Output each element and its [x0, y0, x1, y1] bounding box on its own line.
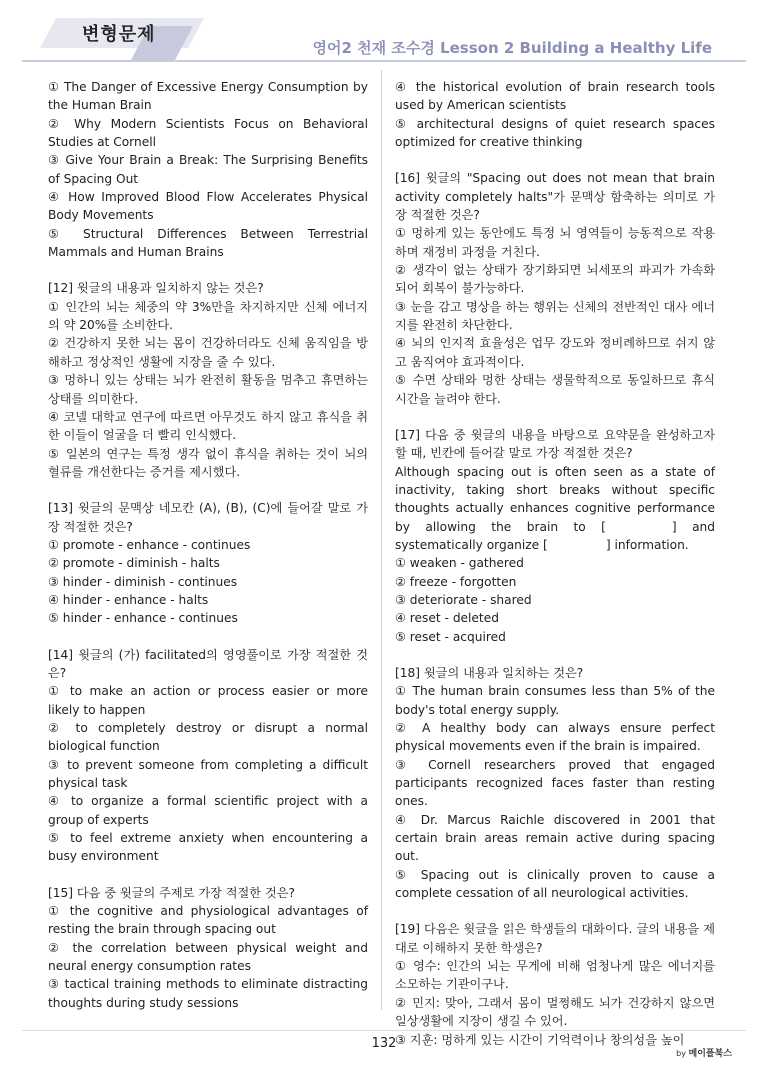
answer-option: ⑤ Structural Differences Between Terrestrial Mammals and Human Brains	[48, 226, 368, 260]
answer-option: ⑤ architectural designs of quiet research spaces optimized for creative thinking	[395, 116, 715, 150]
answer-option: ⑤ 수면 상태와 멍한 상태는 생물학적으로 동일하므로 휴식 시간을 늘려야 한다.	[395, 373, 715, 406]
answer-option: ① to make an action or process easier or more likely to happen	[48, 684, 368, 717]
answer-option: ② 건강하지 못한 뇌는 몸이 건강하더라도 신체 움직임을 방해하고 정상적인 생활에 지장을 줄 수 있다.	[48, 336, 368, 369]
answer-option: ② Why Modern Scientists Focus on Behavioral Studies at Cornell	[48, 116, 368, 150]
answer-option: ② 민지: 맞아, 그래서 몸이 멀쩡해도 뇌가 건강하지 않으면 일상생활에 지장이 생길 수 있어.	[395, 995, 715, 1029]
question-stem: [19] 다음은 윗글을 읽은 학생들의 대화이다. 글의 내용을 제대로 이해하지 못한 학생은?	[395, 922, 715, 955]
publisher-by: by	[676, 1049, 686, 1058]
answer-option: ② 생각이 없는 상태가 장기화되면 뇌세포의 파괴가 가속화되어 회복이 불가능하다.	[395, 263, 715, 296]
question-stem: [13] 윗글의 문맥상 네모칸 (A), (B), (C)에 들어갈 말로 가장 적절한 것은?	[48, 501, 368, 534]
answer-option: ④ Dr. Marcus Raichle discovered in 2001 that certain brain areas remain active during spacing out.	[395, 812, 715, 864]
answer-option: ⑤ reset - acquired	[395, 629, 506, 644]
answer-option: ③ deteriorate - shared	[395, 592, 532, 607]
answer-option: ⑤ hinder - enhance - continues	[48, 611, 238, 626]
summary-part: ] information.	[605, 537, 689, 552]
summary-text	[395, 463, 715, 555]
left-column	[48, 78, 368, 1012]
section-badge	[48, 12, 198, 58]
answer-option: ① The human brain consumes less than 5% of the body's total energy supply.	[395, 684, 715, 717]
answer-option: ④ How Improved Blood Flow Accelerates Physical Body Movements	[48, 190, 368, 223]
answer-option: ② A healthy body can always ensure perfect physical movements even if the brain is impaired.	[395, 721, 715, 754]
answer-option: ⑤ 일본의 연구는 특정 생각 없이 휴식을 취하는 것이 뇌의 혈류를 개선한다는 증거를 제시했다.	[48, 446, 368, 479]
column-divider	[381, 70, 382, 1010]
question-stem: [14] 윗글의 (가) facilitated의 영영풀이로 가장 적절한 것은?	[48, 647, 368, 680]
answer-option: ③ to prevent someone from completing a difficult physical task	[48, 757, 368, 791]
question-stem: [15] 다음 중 윗글의 주제로 가장 적절한 것은?	[48, 885, 295, 900]
question-stem: [12] 윗글의 내용과 일치하지 않는 것은?	[48, 281, 264, 296]
page-header	[0, 0, 768, 62]
answer-option: ③ 눈을 감고 명상을 하는 행위는 신체의 전반적인 대사 에너지를 완전히 차단한다.	[395, 299, 715, 333]
right-column	[395, 78, 715, 1049]
summary-part: Although spacing out is often seen as a state of inactivity, taking short breaks without specific thoughts actually enhances cognitive performance by allowing the brain to [	[395, 464, 715, 534]
badge-label: 변형문제	[82, 24, 156, 45]
answer-option: ③ Give Your Brain a Break: The Surprising Benefits of Spacing Out	[48, 153, 368, 186]
answer-option: ⑤ Spacing out is clinically proven to cause a complete cessation of all neurological activities.	[395, 867, 715, 901]
answer-option: ① The Danger of Excessive Energy Consumption by the Human Brain	[48, 80, 368, 113]
answer-option: ② freeze - forgotten	[395, 574, 517, 589]
header-rule	[22, 60, 746, 62]
publisher-name: 메이플북스	[688, 1049, 732, 1059]
answer-option: ⑤ to feel extreme anxiety when encountering a busy environment	[48, 831, 368, 864]
answer-option: ① the cognitive and physiological advantages of resting the brain through spacing out	[48, 904, 368, 937]
answer-option: ④ hinder - enhance - halts	[48, 592, 209, 607]
answer-option: ④ the historical evolution of brain research tools used by American scientists	[395, 80, 715, 113]
answer-option: ④ 코넬 대학교 연구에 따르면 아무것도 하지 않고 휴식을 취한 이들이 얼굴을 더 빨리 인식했다.	[48, 409, 368, 443]
answer-option: ② promote - diminish - halts	[48, 556, 220, 571]
answer-option: ③ tactical training methods to eliminate distracting thoughts during study sessions	[48, 977, 368, 1010]
lesson-title: 영어2 천재 조수경 Lesson 2 Building a Healthy Life	[312, 39, 712, 57]
answer-option: ③ 지훈: 멍하게 있는 시간이 기억력이나 창의성을 높이	[395, 1032, 685, 1047]
answer-option: ① weaken - gathered	[395, 556, 524, 571]
question-stem: [18] 윗글의 내용과 일치하는 것은?	[395, 665, 584, 680]
page-number: 132	[371, 1036, 397, 1051]
publisher-credit	[676, 1046, 732, 1059]
footer-rule	[22, 1030, 746, 1031]
question-stem: [17] 다음 중 윗글의 내용을 바탕으로 요약문을 완성하고자 할 때, 빈칸에 들어갈 말로 가장 적절한 것은?	[395, 427, 715, 461]
answer-option: ④ 뇌의 인지적 효율성은 업무 강도와 정비례하므로 쉬지 않고 움직여야 효과적이다.	[395, 336, 715, 369]
answer-option: ① 인간의 뇌는 체중의 약 3%만을 차지하지만 신체 에너지의 약 20%를 소비한다.	[48, 299, 368, 333]
answer-option: ② the correlation between physical weight and neural energy consumption rates	[48, 940, 368, 974]
answer-option: ③ Cornell researchers proved that engaged participants recognized faces faster than resting ones.	[395, 757, 715, 809]
answer-option: ③ 멍하니 있는 상태는 뇌가 완전히 활동을 멈추고 휴면하는 상태를 의미한다.	[48, 373, 368, 406]
answer-option: ③ hinder - diminish - continues	[48, 574, 238, 589]
answer-option: ④ to organize a formal scientific project with a group of experts	[48, 794, 368, 827]
answer-option: ① 멍하게 있는 동안에도 특정 뇌 영역들이 능동적으로 작용하며 재정비 과정을 거친다.	[395, 226, 715, 259]
answer-option: ④ reset - deleted	[395, 611, 499, 626]
summary-part: ] and systematically organize [	[395, 519, 715, 552]
answer-option: ① 영수: 인간의 뇌는 무게에 비해 엄청나게 많은 에너지를 소모하는 기관이구나.	[395, 959, 715, 992]
answer-option: ② to completely destroy or disrupt a normal biological function	[48, 721, 368, 754]
answer-option: ① promote - enhance - continues	[48, 537, 251, 552]
question-stem: [16] 윗글의 "Spacing out does not mean that brain activity completely halts"가 문맥상 함축하는 의미로 가장 적절한 것은?	[395, 171, 715, 223]
